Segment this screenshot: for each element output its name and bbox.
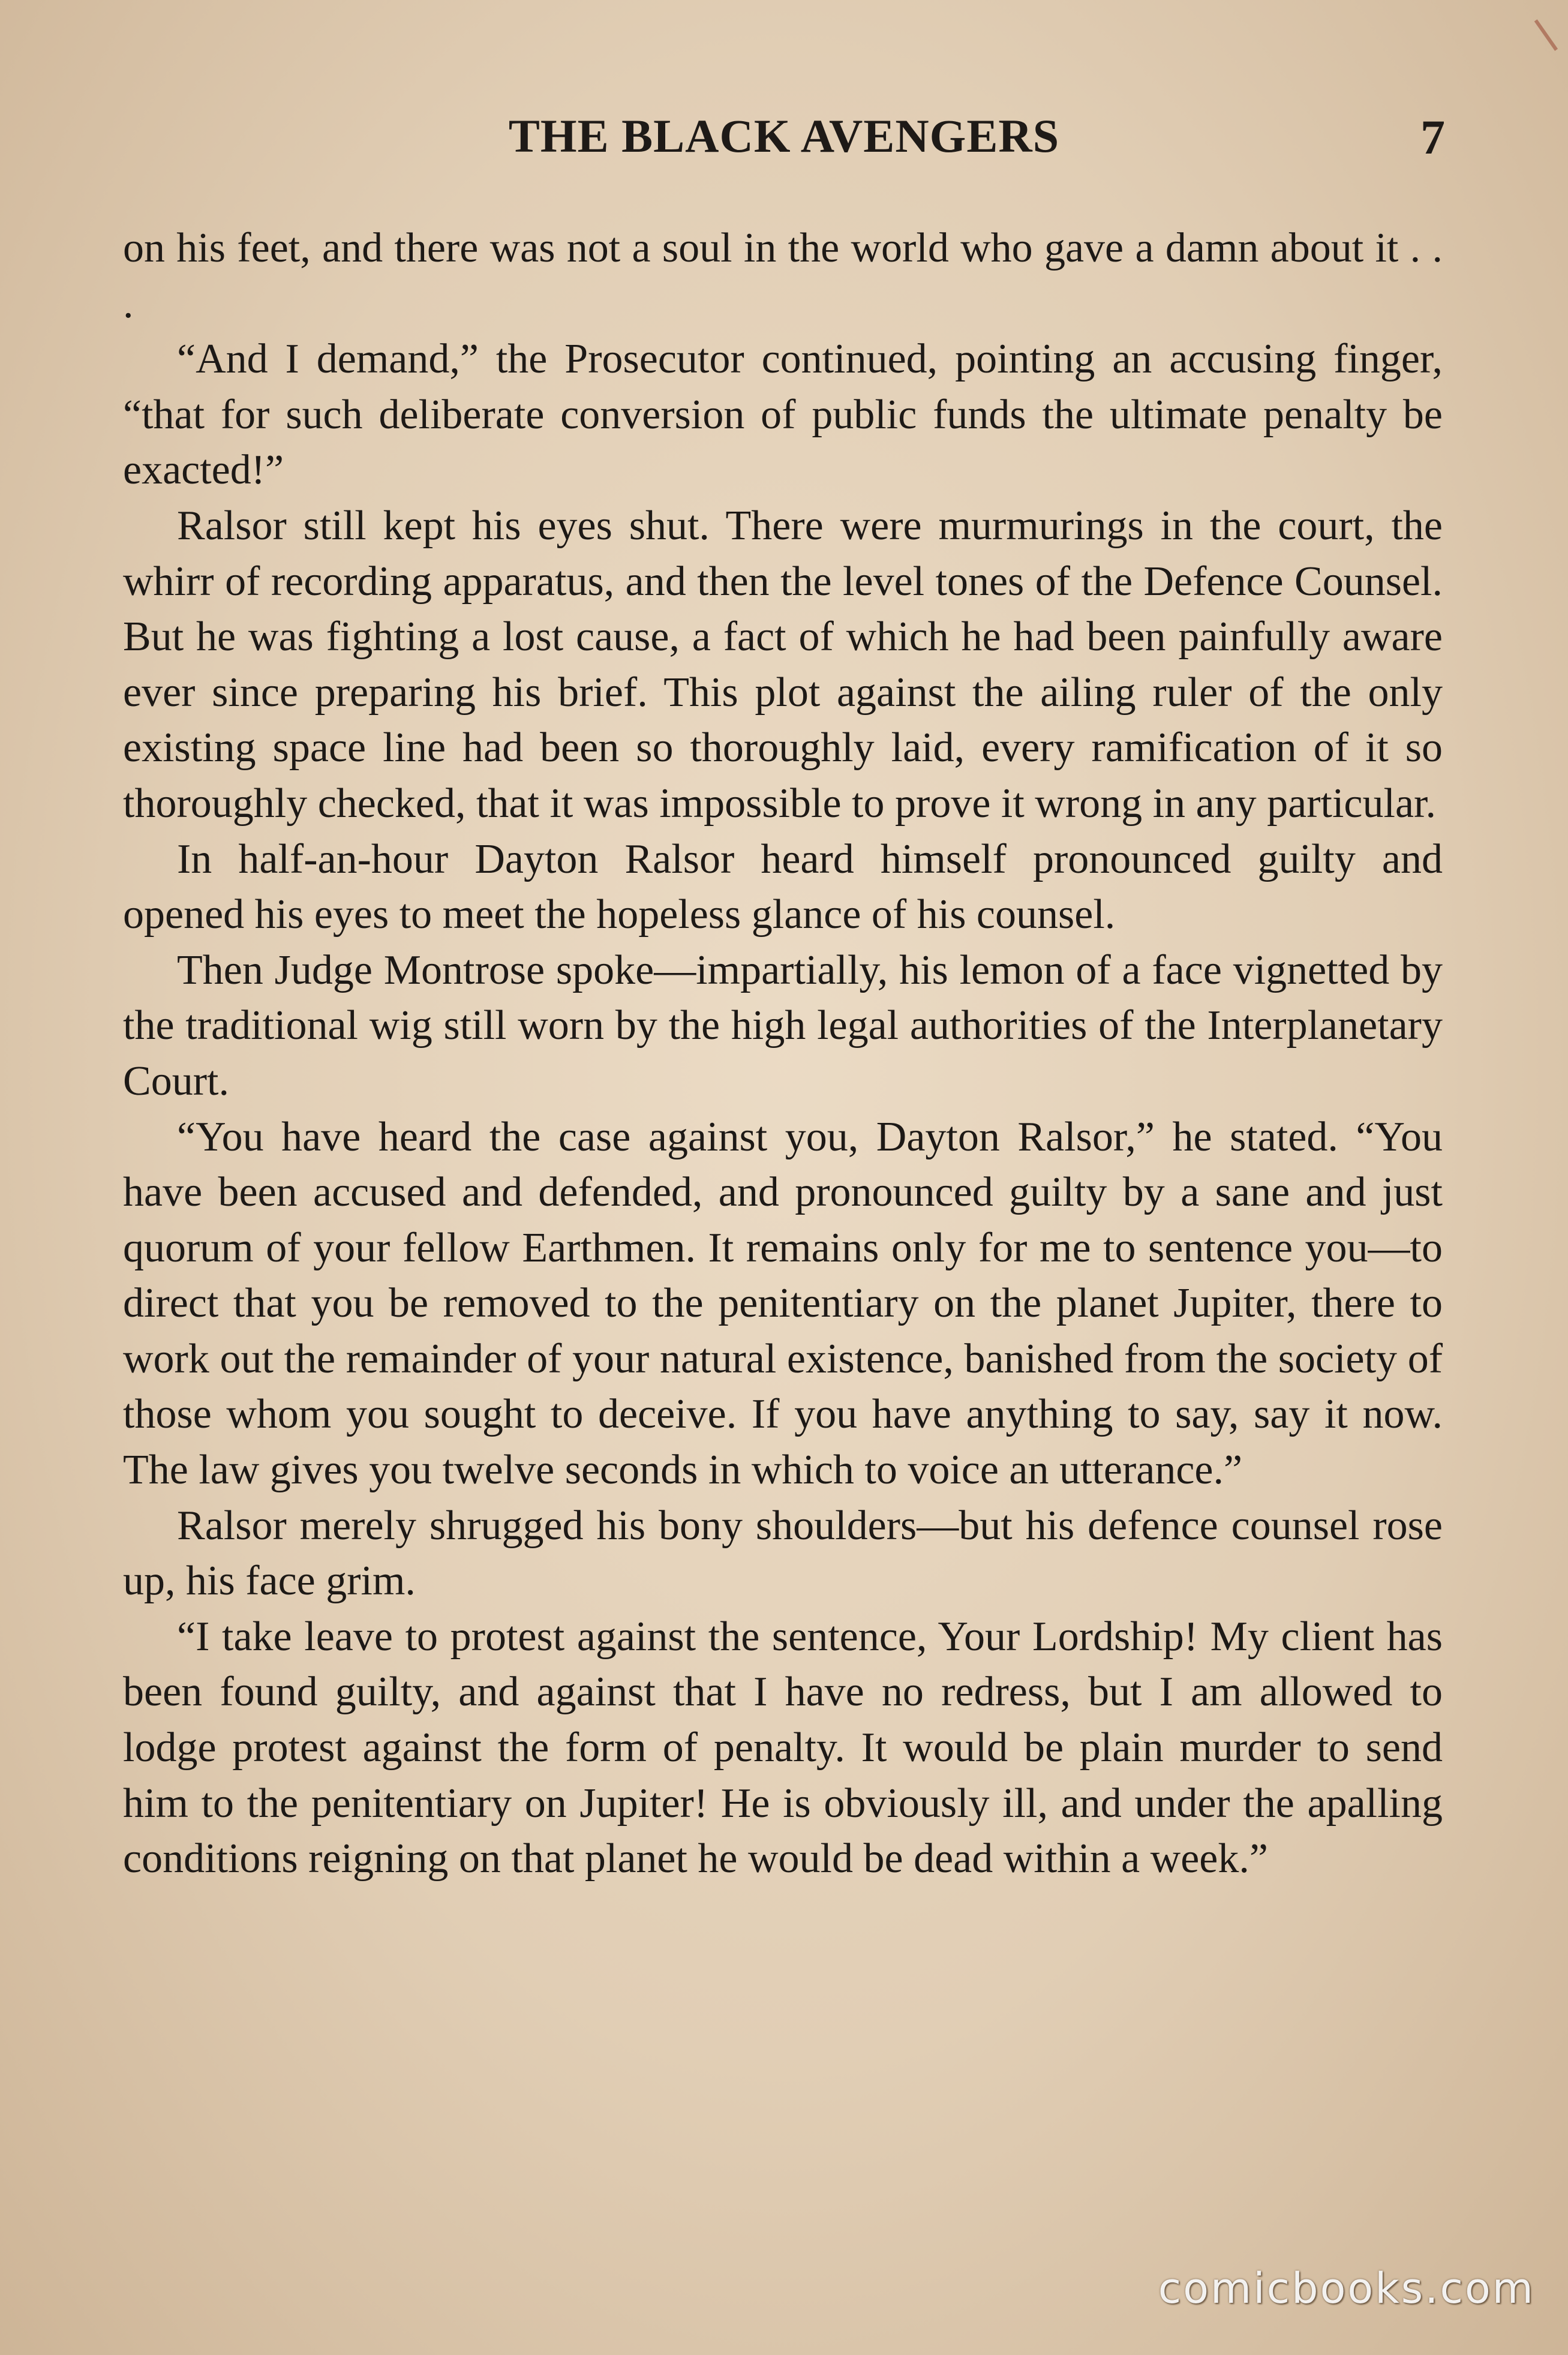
body-text: [123, 221, 1443, 1887]
watermark: comicbooks.com: [1158, 2264, 1535, 2313]
paragraph: Then Judge Montrose spoke—impartially, his lemon of a face vignetted by the traditional wig still worn by the high legal authorities of the Interplanetary Court.: [123, 947, 1443, 1104]
page-header: [123, 102, 1445, 174]
paragraph: Ralsor merely shrugged his bony shoulders—but his defence counsel rose up, his face grim.: [123, 1502, 1443, 1605]
paragraph: “And I demand,” the Prosecutor continued, pointing an accusing finger, “that for such deliberate conversion of public funds the ultimate penalty be exacted!”: [123, 336, 1443, 494]
paragraph: “I take leave to protest against the sentence, Your Lordship! My client has been found guilty, and against that I have no redress, but I am allowed to lodge protest against the form of penalty. It would be plain murder to send him to the penitentiary on Jupiter! He is obviously ill, and under the apalling conditions reigning on that planet he would be dead within a week.”: [123, 1613, 1443, 1882]
page-number: 7: [1420, 110, 1445, 164]
paragraph: Ralsor still kept his eyes shut. There were murmurings in the court, the whirr of recording apparatus, and then the level tones of the Defence Counsel. But he was fighting a lost cause, a fact of which he had been painfully aware ever since preparing his brief. This plot against the ailing ruler of the only existing space line had been so thoroughly laid, every ramification of it so thoroughly checked, that it was impossible to prove it wrong in any particular.: [123, 502, 1443, 827]
paragraph: “You have heard the case against you, Dayton Ralsor,” he stated. “You have been accused and defended, and pronounced guilty by a sane and just quorum of your fellow Earthmen. It remains only for me to sentence you—to direct that you be removed to the penitentiary on the planet Jupiter, there to work out the remainder of your natural existence, banished from the society of those whom you sought to deceive. If you have anything to say, say it now. The law gives you twelve seconds in which to voice an utterance.”: [123, 1113, 1443, 1494]
paragraph: In half-an-hour Dayton Ralsor heard himself pronounced guilty and opened his eyes to meet the hopeless glance of his counsel.: [123, 836, 1443, 938]
running-title: THE BLACK AVENGERS: [508, 110, 1060, 162]
paragraph: on his feet, and there was not a soul in the world who gave a damn about it . . .: [123, 225, 1443, 327]
corner-mark: [1515, 19, 1558, 65]
